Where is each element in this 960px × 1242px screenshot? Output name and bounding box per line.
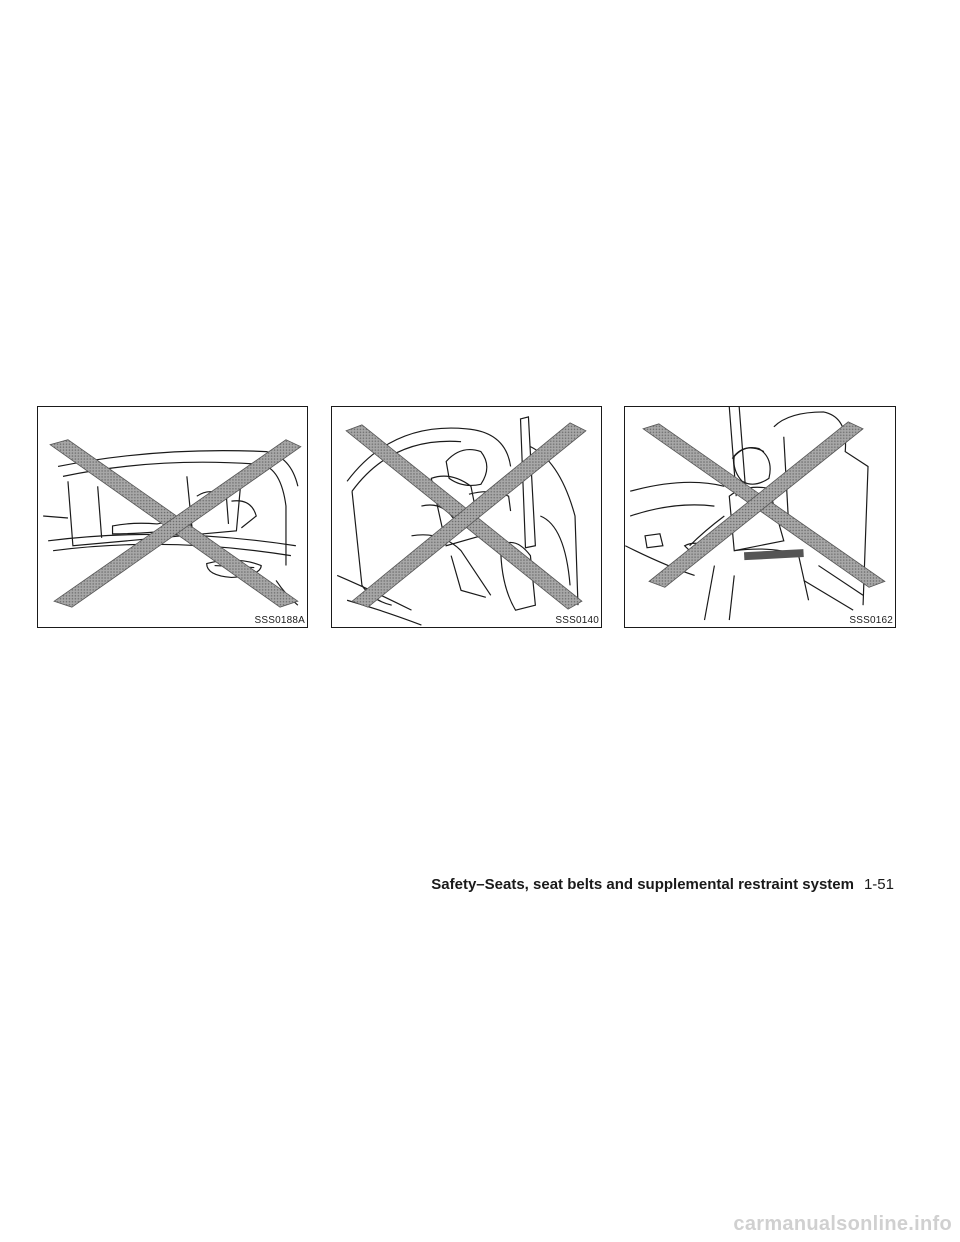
seated-occupant-illustration xyxy=(332,407,601,627)
figure-belt-misuse-child xyxy=(624,406,896,628)
car-window-illustration xyxy=(38,407,307,627)
page-footer xyxy=(431,876,894,893)
reclined-occupant-illustration xyxy=(625,407,895,627)
prohibited-x-icon xyxy=(643,422,885,587)
section-title: Safety–Seats, seat belts and supplemental restraint system xyxy=(431,876,854,893)
page-number: 1-51 xyxy=(863,876,894,893)
watermark: carmanualsonline.info xyxy=(733,1213,952,1235)
figure-code: SSS0162 xyxy=(849,615,893,626)
prohibited-x-icon xyxy=(346,423,586,609)
prohibited-x-icon xyxy=(50,440,301,607)
figure-code: SSS0140 xyxy=(555,615,599,626)
figure-code: SSS0188A xyxy=(254,615,305,626)
figure-improper-belt xyxy=(331,406,602,628)
figure-arm-out-window xyxy=(37,406,308,628)
